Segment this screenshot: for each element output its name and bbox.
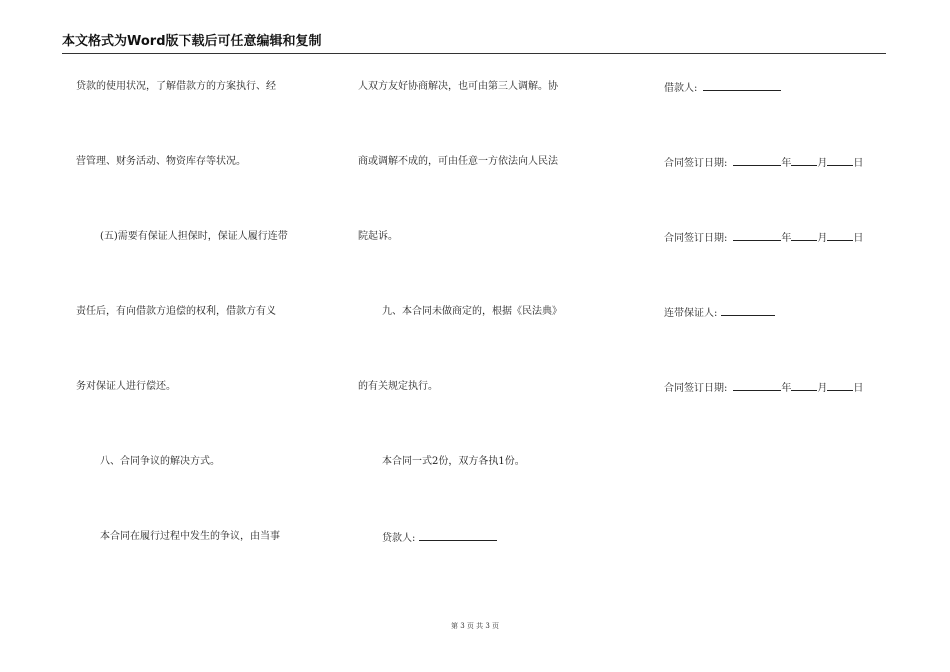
month-label: 月 [817, 383, 828, 394]
year-blank [733, 155, 781, 166]
lender-signature-blank [419, 530, 497, 541]
page-header [62, 33, 886, 54]
col2-line-6: 本合同一式2份，双方各执1份。 [382, 456, 525, 467]
month-blank [791, 380, 817, 391]
lender-label: 贷款人: [382, 533, 416, 544]
col1-line-6: 八、合同争议的解决方式。 [100, 456, 220, 467]
guarantor-signature-blank [721, 305, 775, 316]
sign-date-line-1 [664, 155, 863, 171]
day-blank [827, 380, 853, 391]
borrower-signature-blank [703, 80, 781, 91]
day-blank [827, 155, 853, 166]
day-blank [827, 230, 853, 241]
month-blank [791, 155, 817, 166]
sign-date-label: 合同签订日期: [664, 158, 728, 169]
page-number: 第 3 页 共 3 页 [450, 622, 500, 630]
year-label: 年 [781, 383, 792, 394]
year-blank [733, 380, 781, 391]
sign-date-line-2 [664, 230, 863, 246]
guarantor-line [664, 305, 775, 321]
col1-line-5: 务对保证人进行偿还。 [76, 381, 176, 392]
col1-line-7: 本合同在履行过程中发生的争议，由当事 [100, 531, 280, 542]
day-label: 日 [853, 233, 864, 244]
sign-date-label: 合同签订日期: [664, 383, 728, 394]
col1-line-1: 贷款的使用状况，了解借款方的方案执行、经 [76, 81, 276, 92]
header-title: 本文格式为Word版下载后可任意编辑和复制 [62, 34, 322, 49]
col2-line-4: 九、本合同未做商定的，根据《民法典》 [382, 306, 562, 317]
col2-lender-line [382, 530, 497, 546]
month-blank [791, 230, 817, 241]
month-label: 月 [817, 158, 828, 169]
col2-line-5: 的有关规定执行。 [358, 381, 438, 392]
borrower-label: 借款人: [664, 83, 698, 94]
month-label: 月 [817, 233, 828, 244]
col1-line-4: 责任后，有向借款方追偿的权利，借款方有义 [76, 306, 276, 317]
day-label: 日 [853, 383, 864, 394]
sign-date-label: 合同签订日期: [664, 233, 728, 244]
year-label: 年 [781, 233, 792, 244]
year-blank [733, 230, 781, 241]
col1-line-3: (五)需要有保证人担保时，保证人履行连带 [100, 231, 288, 242]
col2-line-2: 商或调解不成的，可由任意一方依法向人民法 [358, 156, 558, 167]
year-label: 年 [781, 158, 792, 169]
col1-line-2: 营管理、财务活动、物资库存等状况。 [76, 156, 246, 167]
day-label: 日 [853, 158, 864, 169]
guarantor-label: 连带保证人: [664, 308, 718, 319]
col2-line-3: 院起诉。 [358, 231, 398, 242]
col2-line-1: 人双方友好协商解决，也可由第三人调解。协 [358, 81, 558, 92]
borrower-line [664, 80, 781, 96]
sign-date-line-3 [664, 380, 863, 396]
